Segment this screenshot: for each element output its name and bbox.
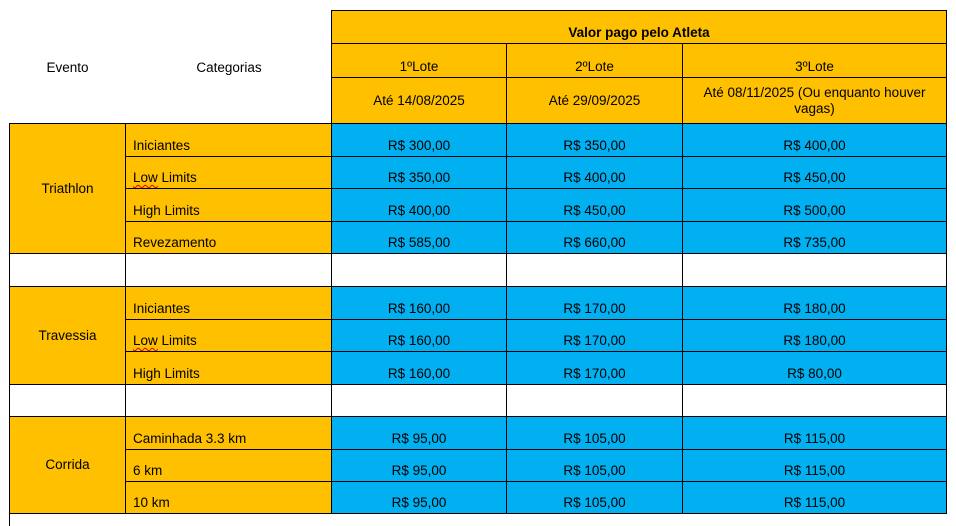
price-cell: R$ 170,00: [506, 286, 683, 320]
price-cell: R$ 350,00: [506, 123, 683, 157]
category-cell: [125, 319, 332, 352]
price-cell: R$ 105,00: [506, 481, 683, 514]
spacer-cell: [682, 384, 947, 417]
spacer-cell: [125, 253, 332, 287]
lote-2-deadline: Até 29/09/2025: [506, 77, 683, 124]
price-cell: R$ 500,00: [682, 188, 947, 222]
price-cell: R$ 160,00: [331, 351, 507, 385]
lote-3-name: 3ºLote: [682, 43, 947, 78]
spacer-cell: [682, 253, 947, 287]
category-cell: Caminhada 3.3 km: [125, 416, 332, 450]
price-cell: R$ 400,00: [331, 188, 507, 222]
table-edge-line: [9, 513, 10, 526]
spacer-cell: [331, 384, 507, 417]
category-cell: 10 km: [125, 481, 332, 514]
category-cell: Iniciantes: [125, 123, 332, 157]
price-cell: R$ 450,00: [682, 156, 947, 189]
price-cell: R$ 400,00: [682, 123, 947, 157]
lote-2-name: 2ºLote: [506, 43, 683, 78]
event-corrida: Corrida: [9, 416, 126, 514]
price-cell: R$ 115,00: [682, 449, 947, 482]
price-cell: R$ 105,00: [506, 416, 683, 450]
lote-1-deadline: Até 14/08/2025: [331, 77, 507, 124]
category-cell: Iniciantes: [125, 286, 332, 320]
price-cell: R$ 170,00: [506, 319, 683, 352]
price-cell: R$ 105,00: [506, 449, 683, 482]
price-cell: R$ 660,00: [506, 221, 683, 254]
price-cell: R$ 115,00: [682, 481, 947, 514]
spacer-cell: [9, 384, 126, 417]
category-cell: High Limits: [125, 188, 332, 222]
spacer-cell: [125, 384, 332, 417]
spacer-cell: [506, 384, 683, 417]
category-cell: 6 km: [125, 449, 332, 482]
price-cell: R$ 450,00: [506, 188, 683, 222]
header-categorias: Categorias: [196, 60, 262, 75]
price-cell: R$ 300,00: [331, 123, 507, 157]
price-cell: R$ 180,00: [682, 319, 947, 352]
event-triathlon: Triathlon: [9, 123, 126, 254]
price-cell: R$ 170,00: [506, 351, 683, 385]
spacer-cell: [9, 253, 126, 287]
price-cell: R$ 95,00: [331, 416, 507, 450]
price-cell: R$ 350,00: [331, 156, 507, 189]
price-cell: R$ 735,00: [682, 221, 947, 254]
price-cell: R$ 115,00: [682, 416, 947, 450]
lote-1-name: 1ºLote: [331, 43, 507, 78]
category-cell: [125, 156, 332, 189]
spacer-cell: [331, 253, 507, 287]
price-cell: R$ 160,00: [331, 319, 507, 352]
price-cell: R$ 585,00: [331, 221, 507, 254]
price-cell: R$ 180,00: [682, 286, 947, 320]
event-travessia: Travessia: [9, 286, 126, 385]
lote-3-deadline: Até 08/11/2025 (Ou enquanto houver vagas): [682, 77, 947, 124]
header-evento: Evento: [46, 60, 89, 75]
category-cell: Revezamento: [125, 221, 332, 254]
spacer-cell: [506, 253, 683, 287]
price-cell: R$ 400,00: [506, 156, 683, 189]
price-cell: R$ 160,00: [331, 286, 507, 320]
category-suffix: Limits: [157, 333, 197, 348]
price-cell: R$ 95,00: [331, 449, 507, 482]
header-title: Valor pago pelo Atleta: [331, 10, 947, 44]
spellcheck-word: Low: [133, 170, 158, 185]
category-suffix: Limits: [157, 170, 197, 185]
price-cell: R$ 95,00: [331, 481, 507, 514]
category-cell: High Limits: [125, 351, 332, 385]
price-cell: R$ 80,00: [682, 351, 947, 385]
spellcheck-word: Low: [133, 333, 158, 348]
